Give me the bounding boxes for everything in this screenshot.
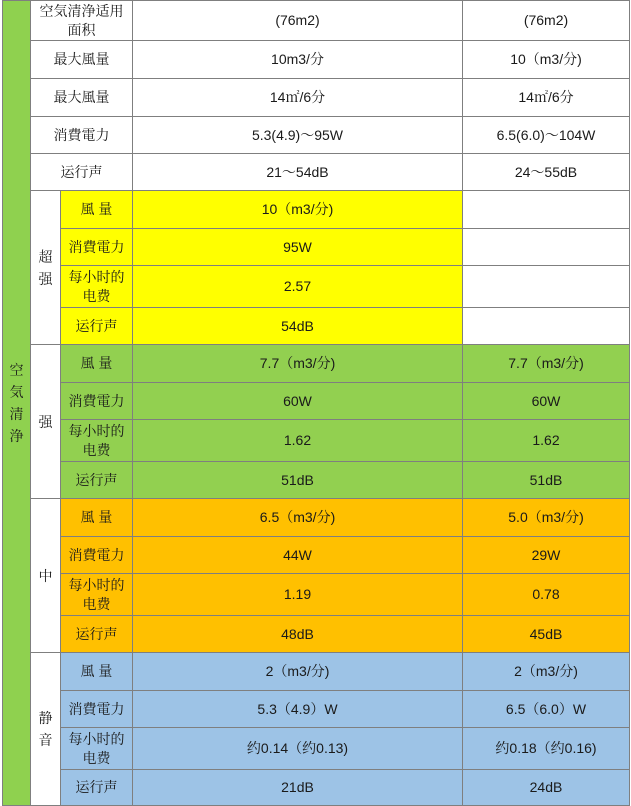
value-cell-2: 6.5（6.0）W — [463, 691, 630, 728]
table-row — [3, 728, 630, 770]
table-row — [3, 117, 630, 154]
value-cell-2: 0.78 — [463, 574, 630, 616]
row-label: 运行声 — [61, 616, 133, 653]
value-cell-1: 7.7（m3/分) — [133, 345, 463, 383]
value-cell-2: 1.62 — [463, 420, 630, 462]
spec-sheet — [2, 0, 629, 802]
table-row — [3, 616, 630, 653]
row-label: 空気清浄适用面积 — [31, 1, 133, 41]
section-label: 空気清浄 — [9, 362, 24, 444]
table-row — [3, 462, 630, 499]
mode-label: 超强 — [38, 248, 53, 287]
row-label: 消費電力 — [61, 691, 133, 728]
value-cell-1: 95W — [133, 229, 463, 266]
row-label: 每小时的电费 — [61, 574, 133, 616]
value-cell-2 — [463, 191, 630, 229]
row-label: 每小时的电费 — [61, 728, 133, 770]
value-cell-2: 60W — [463, 383, 630, 420]
row-label: 風 量 — [61, 191, 133, 229]
value-cell-1: 2.57 — [133, 266, 463, 308]
table-row — [3, 653, 630, 691]
value-cell-1: 54dB — [133, 308, 463, 345]
row-label: 風 量 — [61, 499, 133, 537]
value-cell-2: 14㎡/6分 — [463, 79, 630, 117]
row-label: 最大風量 — [31, 41, 133, 79]
value-cell-1: 5.3(4.9)～95W — [133, 117, 463, 154]
value-cell-2 — [463, 266, 630, 308]
value-cell-2: 6.5(6.0)～104W — [463, 117, 630, 154]
value-cell-2: 约0.18（约0.16) — [463, 728, 630, 770]
value-cell-1: 1.62 — [133, 420, 463, 462]
value-cell-2: 24～55dB — [463, 154, 630, 191]
row-label: 風 量 — [61, 653, 133, 691]
value-cell-1: 10m3/分 — [133, 41, 463, 79]
table-row — [3, 499, 630, 537]
mode-label: 中 — [38, 567, 53, 584]
row-label: 运行声 — [61, 308, 133, 345]
value-cell-1: 21～54dB — [133, 154, 463, 191]
table-row — [3, 229, 630, 266]
value-cell-2 — [463, 308, 630, 345]
value-cell-2: 24dB — [463, 770, 630, 806]
table-row — [3, 691, 630, 728]
row-label: 風 量 — [61, 345, 133, 383]
row-label: 最大風量 — [31, 79, 133, 117]
table-row — [3, 420, 630, 462]
value-cell-1: 10（m3/分) — [133, 191, 463, 229]
value-cell-2: 7.7（m3/分) — [463, 345, 630, 383]
mode-label-cell — [31, 499, 61, 653]
value-cell-2: 2（m3/分) — [463, 653, 630, 691]
value-cell-1: 14㎡/6分 — [133, 79, 463, 117]
value-cell-2: 29W — [463, 537, 630, 574]
value-cell-1: 51dB — [133, 462, 463, 499]
row-label: 消費電力 — [61, 383, 133, 420]
value-cell-1: 2（m3/分) — [133, 653, 463, 691]
table-row — [3, 574, 630, 616]
value-cell-1: (76m2) — [133, 1, 463, 41]
value-cell-2: 45dB — [463, 616, 630, 653]
row-label: 运行声 — [61, 770, 133, 806]
value-cell-1: 21dB — [133, 770, 463, 806]
value-cell-1: 44W — [133, 537, 463, 574]
row-label: 运行声 — [31, 154, 133, 191]
table-row — [3, 154, 630, 191]
row-label: 每小时的电费 — [61, 420, 133, 462]
table-row — [3, 266, 630, 308]
table-row — [3, 537, 630, 574]
mode-label: 强 — [38, 413, 53, 430]
row-label: 每小时的电费 — [61, 266, 133, 308]
row-label: 消費電力 — [61, 229, 133, 266]
value-cell-1: 约0.14（约0.13) — [133, 728, 463, 770]
spec-table — [2, 0, 630, 806]
value-cell-1: 6.5（m3/分) — [133, 499, 463, 537]
value-cell-2 — [463, 229, 630, 266]
table-row — [3, 191, 630, 229]
value-cell-2: 10（m3/分) — [463, 41, 630, 79]
table-row — [3, 383, 630, 420]
table-row — [3, 41, 630, 79]
table-row — [3, 1, 630, 41]
mode-label: 静音 — [38, 710, 53, 748]
mode-label-cell — [31, 191, 61, 345]
value-cell-2: (76m2) — [463, 1, 630, 41]
mode-label-cell — [31, 653, 61, 806]
mode-label-cell — [31, 345, 61, 499]
table-row — [3, 308, 630, 345]
value-cell-1: 48dB — [133, 616, 463, 653]
row-label: 消費電力 — [61, 537, 133, 574]
table-row — [3, 770, 630, 806]
section-label-cell — [3, 1, 31, 806]
table-row — [3, 79, 630, 117]
value-cell-1: 60W — [133, 383, 463, 420]
value-cell-1: 1.19 — [133, 574, 463, 616]
value-cell-2: 51dB — [463, 462, 630, 499]
table-row — [3, 345, 630, 383]
value-cell-2: 5.0（m3/分) — [463, 499, 630, 537]
row-label: 消費電力 — [31, 117, 133, 154]
row-label: 运行声 — [61, 462, 133, 499]
value-cell-1: 5.3（4.9）W — [133, 691, 463, 728]
